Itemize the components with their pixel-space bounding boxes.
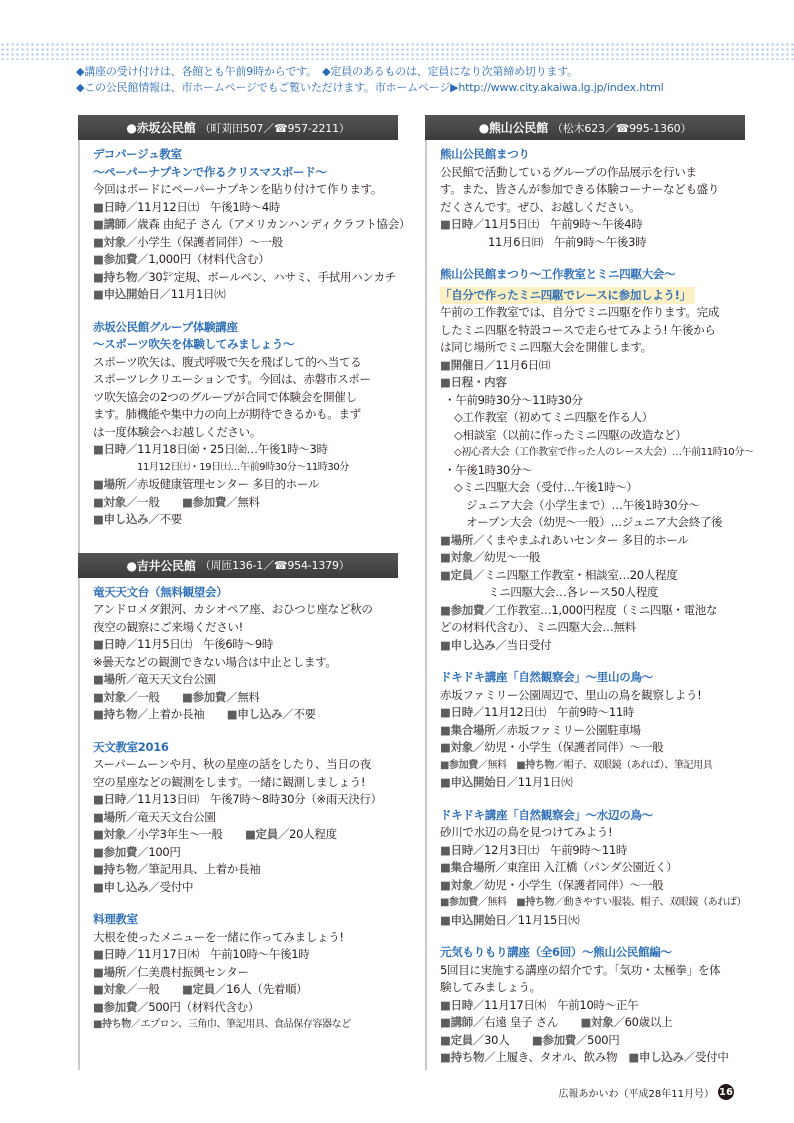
field-value: ／上履き、タオル、飲み物 — [484, 1050, 629, 1064]
field-value: ／小学生（保護者同伴）～一般 — [125, 234, 283, 249]
event-fee-belongings — [440, 757, 743, 775]
field-label: ■場所 — [93, 672, 126, 686]
field-value: ／歳森 由紀子 さん（アメリカンハンディクラフト協会） — [125, 217, 411, 231]
event-fee-2: どの材料代含む）、ミニ四駆大会…無料 — [440, 620, 636, 634]
center-contact: （松木623／☎995-1360） — [552, 121, 692, 135]
field-label: ■対象 — [93, 982, 126, 996]
field-label: ■定員 — [244, 827, 278, 841]
event-place — [440, 532, 743, 550]
event-desc: したミニ四駆を特設コースで走らせてみよう! 午後から — [440, 322, 716, 337]
field-value: ／一般 — [125, 494, 182, 509]
field-value: ／不要 — [282, 707, 316, 721]
field-label: ■参加費 — [440, 897, 478, 908]
event-desc: ます。肺機能や集中力の向上が期待できるかも。まず — [93, 407, 361, 421]
field-label: ■場所 — [93, 477, 126, 491]
field-label: ■対象 — [93, 689, 126, 704]
field-value: ／竜天天文台公園 — [125, 672, 216, 686]
event-fee — [93, 251, 396, 269]
field-value: ／11月5日㈯ 午前9時～午後4時 — [472, 217, 643, 231]
event-target — [440, 549, 743, 567]
field-value: ／16人（先着順） — [214, 982, 308, 996]
field-value: ／11月1日㈫ — [159, 287, 226, 301]
event-desc: ツ吹矢協会の2つのグループが合同で体験会を開催し — [93, 389, 357, 404]
field-label: ■対象 — [93, 234, 126, 249]
field-value: ／11月12日㈯ 午前9時～11時 — [472, 705, 635, 719]
event-date — [440, 704, 743, 722]
event-target — [440, 877, 743, 895]
field-value: ／帽子、双眼鏡（あれば）、筆記用具 — [554, 759, 713, 771]
field-label: ■申し込み — [226, 707, 283, 721]
kumayama-header — [425, 115, 745, 140]
event-apply-start — [93, 286, 396, 304]
field-value: ／11月12日㈯ 午後1時～4時 — [125, 199, 281, 214]
field-value: ／30㌢定規、ボールペン、ハサミ、手拭用ハンカチ — [137, 269, 396, 284]
field-value: ／受付中 — [148, 879, 194, 894]
field-value: ／受付中 — [683, 1050, 729, 1064]
event-waterside-birds — [427, 801, 747, 930]
field-value: ／ミニ四駆工作教室・相談室…20人程度 — [472, 567, 678, 582]
field-label: ■日時 — [440, 997, 473, 1012]
event-apply — [440, 637, 743, 655]
field-value: ／11月17日㈭ 午前10時～正午 — [472, 997, 639, 1012]
center-name: ●熊山公民館 — [478, 121, 548, 135]
notices — [76, 64, 776, 95]
event-belongings-apply — [93, 706, 396, 724]
left-column — [78, 115, 411, 1070]
event-cooking — [80, 905, 396, 1034]
event-target — [93, 234, 396, 252]
event-fee-belongings — [440, 894, 747, 912]
field-label: ■日程・内容 — [440, 375, 507, 389]
field-value: ／11月1日㈫ — [506, 775, 573, 789]
field-value: ／一般 — [125, 982, 182, 996]
event-meeting-place — [440, 722, 743, 740]
field-value: ／20人程度 — [277, 827, 337, 841]
yoshii-header — [78, 553, 398, 578]
field-value: ／不要 — [148, 512, 182, 526]
event-desc: 験してみましょう。 — [440, 980, 541, 994]
field-label: ■持ち物 — [93, 707, 138, 721]
field-value: ／60歳以上 — [613, 1015, 673, 1029]
field-value: ／11月6日㈰ — [484, 357, 551, 372]
field-label: ■定員 — [181, 982, 215, 996]
event-target-fee — [93, 689, 396, 707]
event-target-capacity — [93, 826, 396, 844]
field-value: ／11月5日㈯ 午後6時～9時 — [125, 637, 274, 651]
field-label: ■対象 — [440, 550, 473, 564]
event-belongings — [93, 1016, 396, 1034]
notice-line: ◆この公民館情報は、市ホームページでもご覧いただけます。市ホームページ▶http://www.city.akaiwa.lg.jp/index.html — [76, 80, 664, 94]
dotted-header-band — [0, 42, 794, 60]
schedule-item: ◇相談室（以前に作ったミニ四駆の改造など） — [454, 427, 687, 442]
event-fee — [93, 844, 396, 862]
event-belongings — [93, 861, 396, 879]
field-value: ／幼児～一般 — [472, 550, 541, 564]
field-label: ■参加費 — [440, 602, 485, 617]
field-value: ／無料 — [226, 494, 260, 509]
field-value: ／動きやすい服装、帽子、双眼鏡（あれば） — [554, 897, 747, 908]
event-date — [440, 216, 743, 234]
event-capacity — [440, 567, 743, 585]
schedule-item: ◇工作教室（初めてミニ四駆を作る人） — [454, 410, 653, 424]
schedule-item: ・午後1時30分～ — [444, 462, 533, 477]
field-label: ■定員 — [440, 1032, 473, 1047]
center-name: ●赤坂公民館 — [126, 121, 196, 135]
event-desc: 午前の工作教室では、自分でミニ四駆を作ります。完成 — [440, 305, 720, 319]
field-value: ／赤坂健康管理センター 多目的ホール — [125, 477, 320, 491]
event-meeting-place — [440, 859, 743, 877]
page-footer — [559, 1084, 734, 1100]
event-title: 料理教室 — [93, 912, 138, 926]
field-label: ■講師 — [93, 217, 126, 231]
event-date — [440, 997, 743, 1015]
event-title: デコパージュ教室 — [93, 147, 182, 161]
event-schedule-label — [440, 374, 743, 392]
field-label: ■参加費 — [93, 844, 138, 859]
field-value: ／500円（材料代含む） — [137, 999, 260, 1014]
field-label: ■参加費 — [181, 689, 227, 704]
event-fee — [93, 999, 396, 1017]
event-desc: は同じ場所でミニ四駆大会を開催します。 — [440, 340, 652, 354]
event-subtitle: 「自分で作ったミニ四駆でレースに参加しよう!」 — [440, 287, 695, 305]
event-date — [440, 357, 743, 375]
event-desc: 夜空の観察にご来場ください! — [93, 619, 243, 634]
event-apply — [93, 879, 396, 897]
field-label: ■対象 — [93, 494, 126, 509]
event-place — [93, 964, 396, 982]
event-date — [93, 791, 396, 809]
event-desc: 公民館で活動しているグループの作品展示を行いま — [440, 164, 697, 179]
page-number: 16 — [718, 1084, 734, 1100]
akasaka-header — [78, 115, 398, 140]
event-subtitle: ～スポーツ吹矢を体験してみましょう～ — [93, 337, 295, 351]
event-capacity-fee — [440, 1032, 743, 1050]
event-desc: 砂川で水辺の鳥を見つけてみよう! — [440, 825, 613, 839]
field-label: ■日時 — [440, 217, 473, 231]
field-label: ■集合場所 — [440, 860, 496, 874]
event-belongings — [93, 269, 396, 287]
field-label: ■持ち物 — [93, 862, 138, 876]
field-value: ／無料 — [477, 897, 517, 908]
field-value: ／11月18日㈮・25日㈮…午後1時～3時 — [125, 442, 328, 456]
event-date — [93, 636, 396, 654]
event-target-fee — [93, 494, 396, 512]
event-date-2: 11月12日㈯・19日㈯…午前9時30分～11時30分 — [137, 461, 349, 473]
field-value: ／一般 — [125, 689, 182, 704]
field-label: ■対象 — [93, 827, 126, 841]
field-label: ■申し込み — [440, 637, 496, 652]
event-decoupage — [80, 140, 411, 304]
center-name: ●吉井公民館 — [126, 558, 196, 573]
field-label: ■参加費 — [93, 252, 138, 266]
footer-text: 広報あかいわ（平成28年11月号） — [558, 1088, 714, 1100]
field-value: ／無料 — [226, 689, 260, 704]
field-label: ■参加費 — [531, 1032, 576, 1047]
field-value: ／工作教室…1,000円程度（ミニ四駆・電池な — [484, 602, 718, 617]
event-desc: 赤坂ファミリー公園周辺で、里山の鳥を観察しよう! — [440, 687, 702, 702]
event-date — [93, 946, 396, 964]
field-value: ／幼児・小学生（保護者同伴）～一般 — [472, 877, 664, 892]
event-target — [440, 739, 743, 757]
event-apply-start — [440, 912, 743, 930]
field-label: ■対象 — [440, 877, 473, 892]
field-label: ■日時 — [93, 442, 126, 456]
field-value: ／上着か長袖 — [137, 707, 227, 721]
field-label: ■申込開始日 — [93, 287, 160, 301]
field-label: ■持ち物 — [516, 759, 555, 771]
field-label: ■参加費 — [440, 759, 478, 771]
event-capacity-2: ミニ四駆大会…各レース50人程度 — [488, 585, 659, 599]
event-genki-course — [427, 938, 743, 1067]
event-title: ドキドキ講座「自然観察会」～水辺の鳥～ — [440, 807, 653, 822]
field-value: ／小学3年生～一般 — [125, 827, 245, 841]
field-label: ■対象 — [440, 740, 473, 754]
field-label: ■申し込み — [628, 1050, 684, 1064]
field-value: ／500円 — [575, 1032, 620, 1047]
event-date — [93, 441, 396, 459]
field-value: ／12月3日㈯ 午前9時～11時 — [472, 842, 628, 857]
field-label: ■日時 — [93, 792, 126, 806]
event-desc: アンドロメダ銀河、カシオペア座、おひつじ座など秋の — [93, 602, 373, 616]
schedule-item: ・午前9時30分～11時30分 — [444, 392, 583, 407]
event-target-capacity — [93, 981, 396, 999]
event-title: ドキドキ講座「自然観察会」～里山の鳥～ — [440, 670, 653, 684]
event-festival — [427, 140, 743, 251]
field-label: ■集合場所 — [440, 722, 496, 737]
schedule-item: ジュニア大会（小学生まで）…午後1時30分～ — [466, 497, 700, 512]
event-sports-fukiya — [80, 313, 396, 529]
field-value: ／くまやまふれあいセンター 多目的ホール — [472, 532, 689, 547]
field-label: ■場所 — [440, 532, 473, 547]
center-contact: （周匝136-1／☎954-1379） — [199, 559, 350, 572]
event-desc: スポーツ吹矢は、腹式呼吸で矢を飛ばして的へ当てる — [93, 354, 362, 369]
field-label: ■定員 — [440, 567, 473, 582]
event-subtitle: ～ペーパーナプキンで作るクリスマスボード～ — [93, 164, 327, 179]
event-fee — [440, 602, 743, 620]
event-desc: スポーツレクリエーションです。今回は、赤磐市スポー — [93, 372, 371, 386]
event-note: ※曇天などの観測できない場合は中止とします。 — [93, 654, 337, 669]
event-date — [440, 842, 743, 860]
field-label: ■申込開始日 — [440, 775, 507, 789]
field-value: ／無料 — [477, 759, 517, 771]
field-value: ／竜天天文台公園 — [125, 809, 216, 824]
event-apply-start — [440, 774, 743, 792]
field-label: ■日時 — [93, 947, 126, 961]
right-column — [425, 115, 754, 1070]
event-place — [93, 809, 396, 827]
event-desc: は一度体験会へお越しください。 — [93, 424, 261, 439]
event-title: 元気もりもり講座（全6回）～熊山公民館編～ — [440, 945, 672, 959]
event-belongings-apply — [440, 1049, 743, 1067]
event-lecturer — [93, 216, 411, 234]
field-label: ■場所 — [93, 964, 126, 979]
field-value: ／100円 — [137, 844, 181, 859]
event-desc: す。また、皆さんが参加できる体験コーナーなども盛り — [440, 182, 720, 196]
schedule-item: ◇ミニ四駆大会（受付…午後1時～） — [454, 480, 638, 494]
field-value: ／右遠 皇子 さん — [472, 1015, 581, 1029]
field-label: ■日時 — [440, 842, 473, 857]
field-label: ■開催日 — [440, 357, 485, 372]
field-value: ／11月13日㈰ 午後7時～8時30分（※雨天決行） — [125, 792, 382, 806]
field-label: ■申し込み — [93, 512, 149, 526]
event-place — [93, 476, 396, 494]
event-title: 熊山公民館まつり～工作教室とミニ四駆大会～ — [440, 267, 676, 281]
event-satoyama-birds — [427, 663, 743, 792]
event-title: 天文教室2016 — [93, 739, 169, 754]
event-place — [93, 671, 396, 689]
event-desc: スーパームーンや月、秋の星座の話をしたり、当日の夜 — [93, 757, 372, 771]
event-title: 熊山公民館まつり — [440, 147, 530, 161]
event-lecturer-target — [440, 1014, 743, 1032]
event-desc: 5回目に実施する講座の紹介です。「気功・太極拳」を体 — [440, 962, 721, 977]
field-label: ■参加費 — [93, 999, 138, 1014]
field-value: ／赤坂ファミリー公園駐車場 — [495, 722, 641, 737]
field-label: ■場所 — [93, 809, 126, 824]
field-value: ／筆記用具、上着か長袖 — [137, 862, 261, 876]
event-desc: 空の星座などの観測をします。一緒に観測しましょう! — [93, 774, 366, 789]
event-title: 赤坂公民館グループ体験講座 — [93, 319, 238, 334]
field-label: ■講師 — [440, 1015, 473, 1029]
event-title: 竜天天文台（無料観望会） — [93, 584, 228, 599]
event-desc: だくさんです。ぜひ、お越しください。 — [440, 199, 641, 214]
event-date — [93, 199, 396, 217]
center-contact: （町苅田507／☎957-2211） — [199, 121, 350, 135]
event-observatory — [80, 578, 396, 724]
event-astronomy — [80, 733, 396, 897]
field-label: ■日時 — [93, 637, 126, 651]
field-label: ■持ち物 — [93, 269, 138, 284]
event-mini4wd — [427, 260, 754, 654]
notice-line: ◆講座の受け付けは、各館とも午前9時からです。 ◆定員のあるものは、定員になり次第締め切ります。 — [76, 65, 578, 78]
field-value: ／11月15日㈫ — [506, 912, 580, 927]
event-desc: 大根を使ったメニューを一緒に作ってみましょう! — [93, 929, 344, 944]
field-value: ／1,000円（材料代含む） — [137, 252, 270, 266]
field-label: ■申込開始日 — [440, 912, 507, 927]
field-label: ■持ち物 — [440, 1050, 485, 1064]
schedule-item: オープン大会（幼児～一般）…ジュニア大会終了後 — [466, 515, 723, 529]
field-value: ／エプロン、三角巾、筆記用具、食品保存容器など — [130, 1019, 351, 1030]
schedule-item: ◇初心者大会（工作教室で作った人のレース大会）…午前11時10分～ — [454, 447, 754, 458]
field-value: ／仁美農村振興センター — [125, 964, 249, 979]
field-value: ／東窪田 入江橋（パンダ公園近く） — [495, 860, 678, 874]
event-desc: 今回はボードにペーパーナプキンを貼り付けて作ります。 — [93, 182, 383, 196]
field-label: ■持ち物 — [516, 897, 555, 908]
field-label: ■持ち物 — [93, 1019, 131, 1030]
field-value: ／当日受付 — [495, 637, 552, 652]
field-value: ／幼児・小学生（保護者同伴）～一般 — [472, 740, 664, 754]
field-label: ■対象 — [580, 1015, 614, 1029]
field-label: ■日時 — [440, 705, 473, 719]
field-value: ／30人 — [472, 1032, 532, 1047]
event-date-2: 11月6日㈰ 午前9時～午後3時 — [488, 234, 647, 249]
field-label: ■参加費 — [181, 494, 227, 509]
event-apply — [93, 511, 396, 529]
field-label: ■申し込み — [93, 879, 149, 894]
field-value: ／11月17日㈭ 午前10時～午後1時 — [125, 947, 310, 961]
field-label: ■日時 — [93, 199, 126, 214]
